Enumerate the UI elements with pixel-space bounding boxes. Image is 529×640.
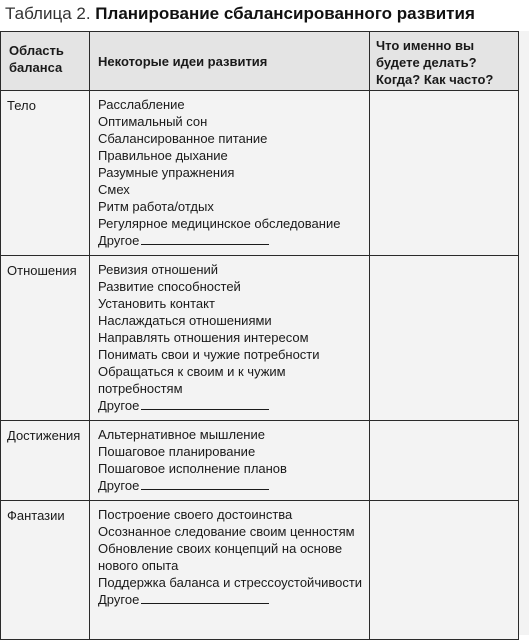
other-fill-line[interactable] [141, 591, 269, 604]
header-ideas: Некоторые идеи развития [90, 32, 370, 91]
idea-item: Развитие способностей [98, 279, 241, 294]
area-cell: Фантазии [1, 501, 90, 640]
plan-cell[interactable] [370, 91, 519, 256]
idea-item: Установить контакт [98, 296, 215, 311]
ideas-cell [90, 501, 370, 640]
idea-item: Регулярное медицинское обследование [98, 216, 341, 231]
other-label: Другое [98, 398, 140, 413]
table-row [1, 421, 519, 501]
idea-item: Расслабление [98, 97, 185, 112]
idea-item: Пошаговое планирование [98, 444, 256, 459]
header-area: Область баланса [1, 32, 90, 91]
plan-cell[interactable] [370, 256, 519, 421]
other-item [98, 397, 365, 414]
plan-cell[interactable] [370, 421, 519, 501]
header-row [1, 32, 519, 91]
area-cell: Тело [1, 91, 90, 256]
idea-item: Ритм работа/отдых [98, 199, 214, 214]
idea-item: Сбалансированное питание [98, 131, 268, 146]
other-item [98, 477, 365, 494]
ideas-cell [90, 256, 370, 421]
idea-item: Оптимальный сон [98, 114, 208, 129]
plan-cell[interactable] [370, 501, 519, 640]
other-fill-line[interactable] [141, 477, 269, 490]
idea-item: Ревизия отношений [98, 262, 219, 277]
other-label: Другое [98, 233, 140, 248]
header-plan: Что именно вы будете делать? Когда? Как часто? [370, 32, 519, 91]
other-fill-line[interactable] [141, 232, 269, 245]
idea-item: Альтернативное мышление [98, 427, 265, 442]
table-caption [5, 3, 475, 25]
idea-item: Осознанное следование своим ценностям [98, 524, 355, 539]
table-row [1, 256, 519, 421]
other-item [98, 232, 365, 249]
idea-item: Построение своего достоинства [98, 507, 293, 522]
other-label: Другое [98, 592, 140, 607]
idea-item: Обращаться к своим и к чужим потребностям [98, 364, 286, 396]
idea-item: Правильное дыхание [98, 148, 228, 163]
idea-item: Понимать свои и чужие потребности [98, 347, 320, 362]
other-fill-line[interactable] [141, 397, 269, 410]
table-title: Планирование сбалансированного развития [95, 4, 475, 23]
planning-table [0, 31, 519, 640]
table-sheet [0, 31, 529, 635]
idea-item: Смех [98, 182, 130, 197]
idea-item: Поддержка баланса и стрессоустойчивости [98, 575, 363, 590]
idea-item: Пошаговое исполнение планов [98, 461, 287, 476]
area-cell: Достижения [1, 421, 90, 501]
ideas-cell [90, 91, 370, 256]
idea-item: Направлять отношения интересом [98, 330, 309, 345]
ideas-cell [90, 421, 370, 501]
area-cell: Отношения [1, 256, 90, 421]
table-row [1, 501, 519, 640]
other-label: Другое [98, 478, 140, 493]
idea-item: Наслаждаться отношениями [98, 313, 272, 328]
idea-item: Обновление своих концепций на основе нового опыта [98, 541, 343, 573]
table-row [1, 91, 519, 256]
idea-item: Разумные упражнения [98, 165, 235, 180]
other-item [98, 591, 365, 608]
table-number: Таблица 2. [5, 4, 91, 23]
